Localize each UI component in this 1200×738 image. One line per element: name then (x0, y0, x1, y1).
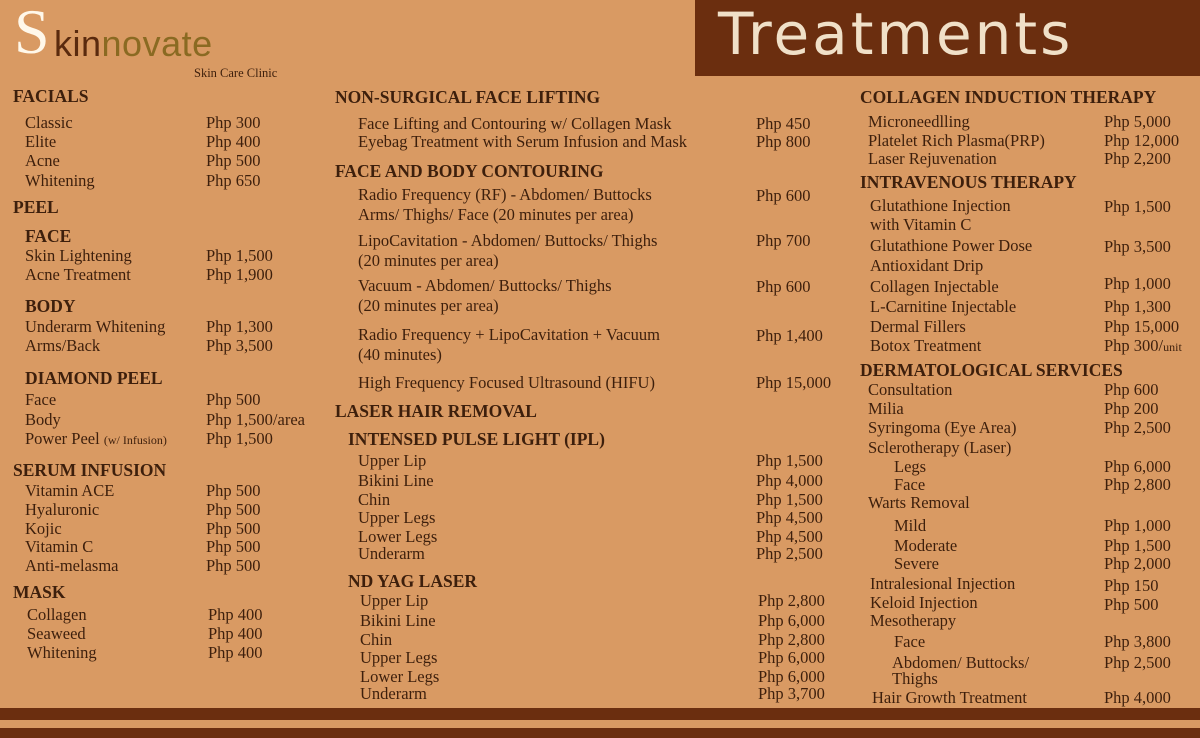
item-combo-line2: (40 minutes) (358, 345, 442, 364)
item-nd-underarm: Underarm (360, 684, 427, 703)
item-whitening: Whitening (25, 171, 95, 190)
item-classic: Classic (25, 113, 73, 132)
price-nd-underarm: Php 3,700 (758, 684, 825, 703)
item-botox: Botox Treatment (870, 336, 982, 355)
price-syringoma: Php 2,500 (1104, 418, 1171, 437)
item-consultation: Consultation (868, 380, 953, 399)
item-warts-moderate: Moderate (894, 536, 958, 555)
item-milia: Milia (868, 399, 904, 418)
item-anti-melasma: Anti-melasma (25, 556, 119, 575)
item-kojic: Kojic (25, 519, 62, 538)
price-botox-amount: Php 300/ (1104, 336, 1164, 355)
item-sclero-legs: Legs (894, 457, 927, 476)
price-ipl-lower-legs: Php 4,500 (756, 527, 823, 546)
price-whitening: Php 650 (206, 171, 261, 190)
logo-subtitle: Skin Care Clinic (194, 66, 278, 80)
item-warts-mild: Mild (894, 516, 927, 535)
heading-nd-yag-laser: ND YAG LASER (348, 571, 478, 591)
item-nd-upper-legs: Upper Legs (360, 648, 438, 667)
heading-body: BODY (25, 296, 76, 316)
price-warts-mild: Php 1,000 (1104, 516, 1171, 535)
price-vacuum: Php 600 (756, 277, 811, 296)
item-mask-whitening: Whitening (27, 643, 97, 662)
power-peel-note: (w/ Infusion) (103, 433, 167, 447)
item-dp-face: Face (25, 390, 57, 409)
item-syringoma: Syringoma (Eye Area) (868, 418, 1017, 437)
heading-non-surgical-face-lifting: NON-SURGICAL FACE LIFTING (335, 87, 601, 107)
price-botox (1104, 338, 1182, 355)
price-nd-upper-legs: Php 6,000 (758, 648, 825, 667)
logo-wordmark (54, 23, 213, 64)
item-ipl-underarm: Underarm (358, 544, 425, 563)
item-collagen-injectable: Collagen Injectable (870, 277, 999, 296)
item-skin-lightening: Skin Lightening (25, 246, 132, 265)
price-warts-severe: Php 2,000 (1104, 554, 1171, 573)
price-elite: Php 400 (206, 132, 261, 151)
price-ipl-upper-legs: Php 4,500 (756, 508, 823, 527)
heading-serum-infusion: SERUM INFUSION (13, 460, 167, 480)
price-anti-melasma: Php 500 (206, 556, 261, 575)
item-meso-abdomen-line1: Abdomen/ Buttocks/ (892, 653, 1030, 672)
item-arms-back: Arms/Back (25, 336, 101, 355)
price-dp-body: Php 1,500/area (206, 410, 305, 429)
item-seaweed: Seaweed (27, 624, 86, 643)
price-classic: Php 300 (206, 113, 261, 132)
logo-s-mark: S (14, 0, 50, 67)
item-lipo-line1: LipoCavitation - Abdomen/ Buttocks/ Thighs (358, 231, 658, 250)
item-hyaluronic: Hyaluronic (25, 500, 100, 519)
item-laser-rejuvenation: Laser Rejuvenation (868, 149, 997, 168)
heading-collagen-induction-therapy: COLLAGEN INDUCTION THERAPY (860, 87, 1157, 107)
item-mesotherapy: Mesotherapy (870, 611, 957, 630)
price-collagen-injectable: Php 1,000 (1104, 274, 1171, 293)
price-milia: Php 200 (1104, 399, 1159, 418)
item-gluta-line2: with Vitamin C (870, 215, 972, 234)
price-sclero-face: Php 2,800 (1104, 475, 1171, 494)
item-gluta-line1: Glutathione Injection (870, 196, 1011, 215)
price-face-lifting: Php 450 (756, 114, 811, 133)
price-gluta: Php 1,500 (1104, 197, 1171, 216)
item-nd-upper-lip: Upper Lip (360, 591, 429, 610)
price-warts-moderate: Php 1,500 (1104, 536, 1171, 555)
heading-mask: MASK (13, 582, 66, 602)
item-eyebag: Eyebag Treatment with Serum Infusion and Mask (358, 132, 688, 151)
item-collagen: Collagen (27, 605, 87, 624)
item-rf-line2: Arms/ Thighs/ Face (20 minutes per area) (358, 205, 634, 224)
price-vitamin-ace: Php 500 (206, 481, 261, 500)
price-ipl-underarm: Php 2,500 (756, 544, 823, 563)
item-l-carnitine: L-Carnitine Injectable (870, 297, 1017, 316)
price-nd-bikini: Php 6,000 (758, 611, 825, 630)
item-acne: Acne (25, 151, 60, 170)
price-acne-treatment: Php 1,900 (206, 265, 273, 284)
item-ipl-chin: Chin (358, 490, 391, 509)
price-combo: Php 1,400 (756, 326, 823, 345)
item-underarm-whitening: Underarm Whitening (25, 317, 166, 336)
price-ipl-chin: Php 1,500 (756, 490, 823, 509)
page-title: Treatments (718, 0, 1074, 68)
item-sclerotherapy: Sclerotherapy (Laser) (868, 438, 1012, 457)
price-laser-rejuvenation: Php 2,200 (1104, 149, 1171, 168)
item-warts-severe: Severe (894, 554, 939, 573)
price-seaweed: Php 400 (208, 624, 263, 643)
footer-bar-bottom (0, 728, 1200, 738)
item-power-peel (25, 431, 167, 448)
price-rf: Php 600 (756, 186, 811, 205)
item-dermal-fillers: Dermal Fillers (870, 317, 966, 336)
heading-dermatological-services: DERMATOLOGICAL SERVICES (860, 360, 1123, 380)
item-acne-treatment: Acne Treatment (25, 265, 131, 284)
price-power-peel: Php 1,500 (206, 429, 273, 448)
price-consultation: Php 600 (1104, 380, 1159, 399)
price-dp-face: Php 500 (206, 390, 261, 409)
item-power-dose-line2: Antioxidant Drip (870, 256, 984, 275)
price-nd-chin: Php 2,800 (758, 630, 825, 649)
price-microneedling: Php 5,000 (1104, 112, 1171, 131)
price-nd-lower-legs: Php 6,000 (758, 667, 825, 686)
price-arms-back: Php 3,500 (206, 336, 273, 355)
price-botox-unit: unit (1163, 340, 1182, 354)
item-hifu: High Frequency Focused Ultrasound (HIFU) (358, 373, 655, 392)
item-ipl-upper-legs: Upper Legs (358, 508, 436, 527)
clinic-logo (14, 0, 314, 82)
logo-kin: kin (54, 23, 102, 64)
price-lipo: Php 700 (756, 231, 811, 250)
price-vitamin-c: Php 500 (206, 537, 261, 556)
heading-diamond-peel: DIAMOND PEEL (25, 368, 163, 388)
price-l-carnitine: Php 1,300 (1104, 297, 1171, 316)
price-intralesional: Php 150 (1104, 576, 1159, 595)
heading-facials: FACIALS (13, 86, 89, 106)
price-collagen: Php 400 (208, 605, 263, 624)
item-nd-bikini: Bikini Line (360, 611, 436, 630)
price-prp: Php 12,000 (1104, 131, 1180, 150)
item-ipl-lower-legs: Lower Legs (358, 527, 438, 546)
price-kojic: Php 500 (206, 519, 261, 538)
logo-novate: novate (101, 23, 213, 64)
item-nd-chin: Chin (360, 630, 393, 649)
item-prp: Platelet Rich Plasma(PRP) (868, 131, 1045, 150)
item-vacuum-line1: Vacuum - Abdomen/ Buttocks/ Thighs (358, 276, 612, 295)
heading-intravenous-therapy: INTRAVENOUS THERAPY (860, 172, 1077, 192)
price-hair-growth: Php 4,000 (1104, 688, 1171, 707)
price-ipl-bikini: Php 4,000 (756, 471, 823, 490)
item-vitamin-ace: Vitamin ACE (25, 481, 115, 500)
price-dermal-fillers: Php 15,000 (1104, 317, 1180, 336)
item-ipl-bikini: Bikini Line (358, 471, 434, 490)
price-sclero-legs: Php 6,000 (1104, 457, 1171, 476)
item-nd-lower-legs: Lower Legs (360, 667, 440, 686)
item-elite: Elite (25, 132, 57, 151)
price-power-dose: Php 3,500 (1104, 237, 1171, 256)
price-nd-upper-lip: Php 2,800 (758, 591, 825, 610)
price-ipl-upper-lip: Php 1,500 (756, 451, 823, 470)
item-meso-abdomen-line2: Thighs (892, 669, 938, 688)
footer-bar-top (0, 708, 1200, 720)
price-keloid: Php 500 (1104, 595, 1159, 614)
heading-peel: PEEL (13, 197, 59, 217)
item-lipo-line2: (20 minutes per area) (358, 251, 499, 270)
item-vacuum-line2: (20 minutes per area) (358, 296, 499, 315)
price-mask-whitening: Php 400 (208, 643, 263, 662)
item-keloid: Keloid Injection (870, 593, 978, 612)
item-ipl-upper-lip: Upper Lip (358, 451, 427, 470)
heading-laser-hair-removal: LASER HAIR REMOVAL (335, 401, 537, 421)
price-hyaluronic: Php 500 (206, 500, 261, 519)
heading-ipl: INTENSED PULSE LIGHT (IPL) (348, 429, 605, 449)
price-eyebag: Php 800 (756, 132, 811, 151)
price-underarm-whitening: Php 1,300 (206, 317, 273, 336)
price-meso-face: Php 3,800 (1104, 632, 1171, 651)
item-warts-removal: Warts Removal (868, 493, 970, 512)
item-combo-line1: Radio Frequency + LipoCavitation + Vacuum (358, 325, 660, 344)
item-dp-body: Body (25, 410, 61, 429)
item-power-dose-line1: Glutathione Power Dose (870, 236, 1033, 255)
item-intralesional: Intralesional Injection (870, 574, 1016, 593)
price-meso-abdomen: Php 2,500 (1104, 653, 1171, 672)
heading-face: FACE (25, 226, 72, 246)
item-microneedling: Microneedlling (868, 112, 970, 131)
item-meso-face: Face (894, 632, 926, 651)
item-vitamin-c: Vitamin C (25, 537, 94, 556)
price-skin-lightening: Php 1,500 (206, 246, 273, 265)
item-rf-line1: Radio Frequency (RF) - Abdomen/ Buttocks (358, 185, 652, 204)
power-peel-label: Power Peel (25, 429, 104, 448)
price-acne: Php 500 (206, 151, 261, 170)
heading-face-body-contouring: FACE AND BODY CONTOURING (335, 161, 604, 181)
item-hair-growth: Hair Growth Treatment (872, 688, 1027, 707)
price-hifu: Php 15,000 (756, 373, 832, 392)
item-face-lifting: Face Lifting and Contouring w/ Collagen Mask (358, 114, 672, 133)
item-sclero-face: Face (894, 475, 926, 494)
